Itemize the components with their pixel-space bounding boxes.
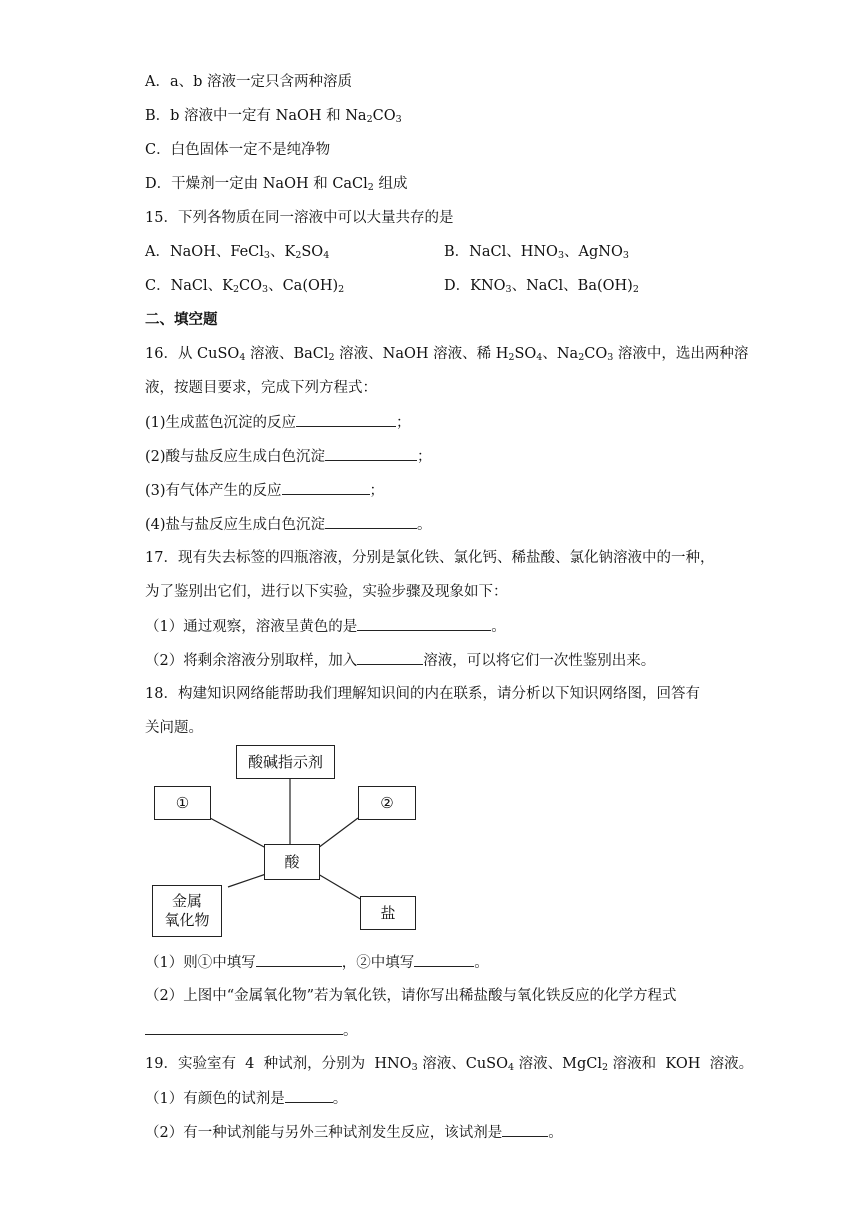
q18-part1-mid: ，②中填写 xyxy=(341,955,415,971)
punct: 。 xyxy=(343,1023,358,1039)
q17-part2-tail: 溶液，可以将它们一次性鉴别出来。 xyxy=(423,653,656,669)
answer-blank[interactable] xyxy=(145,1020,343,1035)
q17-part2-text: （2）将剩余溶液分别取样，加入 xyxy=(145,653,358,669)
connector-salt-acid xyxy=(318,874,362,900)
punct: ； xyxy=(369,483,385,499)
q15-option-d: D．$KNO_3$、NaCl、$Ba(OH)_2$ xyxy=(444,278,639,295)
answer-blank[interactable] xyxy=(325,514,417,529)
connector-oxide-acid xyxy=(228,874,266,887)
q17-stem-line1: 17．现有失去标签的四瓶溶液，分别是氯化铁、氯化钙、稀盐酸、氯化钠溶液中的一种， xyxy=(145,550,715,566)
punct: ； xyxy=(396,415,411,431)
q14-option-d-tail: 组成 xyxy=(373,176,408,192)
q17-part2 xyxy=(145,650,655,671)
answer-blank[interactable] xyxy=(357,616,491,631)
q19-part1 xyxy=(145,1088,347,1109)
answer-blank[interactable] xyxy=(325,446,417,461)
q19-part2 xyxy=(145,1122,563,1143)
punct: 。 xyxy=(474,955,489,971)
answer-blank[interactable] xyxy=(296,412,396,427)
punct: ； xyxy=(417,449,432,465)
connector-circle1-acid xyxy=(210,818,266,848)
indicator-box: 酸碱指示剂 xyxy=(236,745,335,779)
q16-stem-line2: 液，按题目要求，完成下列方程式： xyxy=(145,380,377,396)
metal-oxide-label-line2: 氧化物 xyxy=(164,911,210,929)
q18-part1 xyxy=(145,952,489,973)
metal-oxide-box xyxy=(152,885,222,937)
metal-oxide-label-line1: 金属 xyxy=(171,892,202,910)
q14-option-b: B．b 溶液中一定有 NaOH 和 $Na_2CO_3$ xyxy=(145,108,402,125)
q15-option-b: B．NaCl、$HNO_3$、AgNO$_3$ xyxy=(444,244,629,261)
section-heading-fill-in: 二、填空题 xyxy=(145,312,218,328)
knowledge-network-diagram xyxy=(150,742,430,942)
circle-one-box: ① xyxy=(154,786,211,820)
acid-box: 酸 xyxy=(264,844,320,880)
q14-option-b-text: B．b 溶液中一定有 NaOH 和 Na xyxy=(145,108,367,124)
q16-part4 xyxy=(145,514,432,535)
salt-box: 盐 xyxy=(360,896,416,930)
answer-blank[interactable] xyxy=(502,1122,548,1137)
q16-part4-text: (4)盐与盐反应生成白色沉淀 xyxy=(145,517,326,533)
q16-part2-text: (2)酸与盐反应生成白色沉淀 xyxy=(145,449,326,465)
q16-part1 xyxy=(145,412,411,433)
answer-blank[interactable] xyxy=(256,952,342,967)
q16-part2 xyxy=(145,446,432,467)
q19-stem: 19．实验室有 4 种试剂，分别为 $HNO_3$ 溶液、CuSO$_4$ 溶液、MgCl$_2$ 溶液和 KOH 溶液。 xyxy=(145,1056,754,1073)
q15-option-a: A．NaOH、FeCl$_3$、$K_2SO_4$ xyxy=(145,244,330,261)
q19-part1-text: （1）有颜色的试剂是 xyxy=(145,1091,285,1107)
circle-two-box: ② xyxy=(358,786,416,820)
q14-option-a: A．a、b 溶液一定只含两种溶质 xyxy=(145,74,353,90)
q15-stem: 15．下列各物质在同一溶液中可以大量共存的是 xyxy=(145,210,454,226)
q18-part2-answer xyxy=(145,1020,358,1041)
q16-part3 xyxy=(145,480,384,501)
q18-part1-text: （1）则①中填写 xyxy=(145,955,256,971)
q17-part1-text: （1）通过观察，溶液呈黄色的是 xyxy=(145,619,358,635)
answer-blank[interactable] xyxy=(285,1088,333,1103)
answer-blank[interactable] xyxy=(357,650,423,665)
q18-part2: （2）上图中“金属氧化物”若为氧化铁，请你写出稀盐酸与氧化铁反应的化学方程式 xyxy=(145,988,677,1004)
q14-option-d: D．干燥剂一定由 NaOH 和 CaCl$_2$ 组成 xyxy=(145,176,408,193)
q15-option-c: C．NaCl、$K_2CO_3$、$Ca(OH)_2$ xyxy=(145,278,345,295)
q14-option-c: C．白色固体一定不是纯净物 xyxy=(145,142,331,158)
q18-stem-line2: 关问题。 xyxy=(145,720,203,736)
punct: 。 xyxy=(491,619,506,635)
answer-blank[interactable] xyxy=(414,952,474,967)
punct: 。 xyxy=(548,1125,563,1141)
connector-circle2-acid xyxy=(318,818,358,848)
q14-option-d-text: D．干燥剂一定由 NaOH 和 CaCl xyxy=(145,176,368,192)
q16-stem-line1: 16．从 CuSO$_4$ 溶液、BaCl$_2$ 溶液、NaOH 溶液、稀 $H_2SO_4$、$Na_2CO_3$ 溶液中，选出两种溶 xyxy=(145,346,749,363)
q17-part1 xyxy=(145,616,506,637)
answer-blank[interactable] xyxy=(282,480,370,495)
q19-part2-text: （2）有一种试剂能与另外三种试剂发生反应，该试剂是 xyxy=(145,1125,503,1141)
q16-part1-text: (1)生成蓝色沉淀的反应 xyxy=(145,415,297,431)
punct: 。 xyxy=(417,517,432,533)
punct: 。 xyxy=(332,1091,348,1107)
q17-stem-line2: 为了鉴别出它们，进行以下实验，实验步骤及现象如下： xyxy=(145,584,508,600)
q18-stem-line1: 18．构建知识网络能帮助我们理解知识间的内在联系，请分析以下知识网络图，回答有 xyxy=(145,686,700,702)
q16-part3-text: (3)有气体产生的反应 xyxy=(145,483,282,499)
